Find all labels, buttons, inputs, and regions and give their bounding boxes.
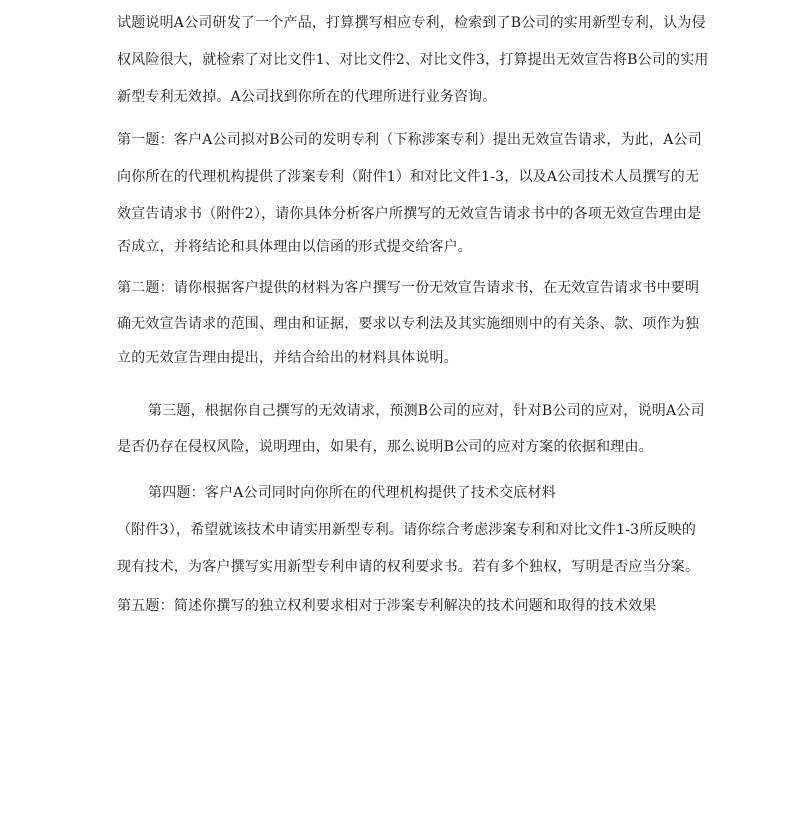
q1-line-4: 否成立，并将结论和具体理由以信函的形式提交给客户。	[117, 239, 472, 255]
q4-line-2: （附件3），希望就该技术申请实用新型专利。请你综合考虑涉案专利和对比文件1-3所反映的	[117, 522, 697, 538]
q5-line-1: 第五题：简述你撰写的独立权利要求相对于涉案专利解决的技术问题和取得的技术效果	[117, 598, 657, 614]
intro-line-1: 试题说明A公司研发了一个产品，打算撰写相应专利，检索到了B公司的实用新型专利，认为侵	[117, 15, 706, 31]
q4-line-3: 现有技术，为客户撰写实用新型专利申请的权利要求书。若有多个独权，写明是否应当分案。	[117, 559, 700, 575]
intro-line-3: 新型专利无效掉。A公司找到你所在的代理所进行业务咨询。	[117, 89, 497, 105]
q2-line-1: 第二题：请你根据客户提供的材料为客户撰写一份无效宣告请求书，在无效宣告请求书中要明	[117, 280, 700, 296]
q2-line-3: 立的无效宣告理由提出，并结合给出的材料具体说明。	[117, 350, 458, 366]
q1-line-2: 向你所在的代理机构提供了涉案专利（附件1）和对比文件1-3，以及A公司技术人员撰写的无	[117, 169, 700, 185]
q4-line-1: 第四题：客户A公司同时向你所在的代理机构提供了技术交底材料	[148, 485, 556, 501]
q3-line-1: 第三题，根据你自己撰写的无效请求，预测B公司的应对，针对B公司的应对，说明A公司	[148, 403, 705, 419]
q3-line-2: 是否仍存在侵权风险，说明理由，如果有，那么说明B公司的应对方案的依据和理由。	[117, 439, 653, 455]
q2-line-2: 确无效宣告请求的范围、理由和证据，要求以专利法及其实施细则中的有关条、款、项作为独	[117, 316, 700, 332]
q1-line-3: 效宣告请求书（附件2），请你具体分析客户所撰写的无效宣告请求书中的各项无效宣告理由是	[117, 206, 702, 222]
intro-line-2: 权风险很大，就检索了对比文件1、对比文件2、对比文件3，打算提出无效宣告将B公司的实用	[117, 52, 709, 68]
q1-line-1: 第一题：客户A公司拟对B公司的发明专利（下称涉案专利）提出无效宣告请求，为此，A公司	[117, 132, 702, 148]
